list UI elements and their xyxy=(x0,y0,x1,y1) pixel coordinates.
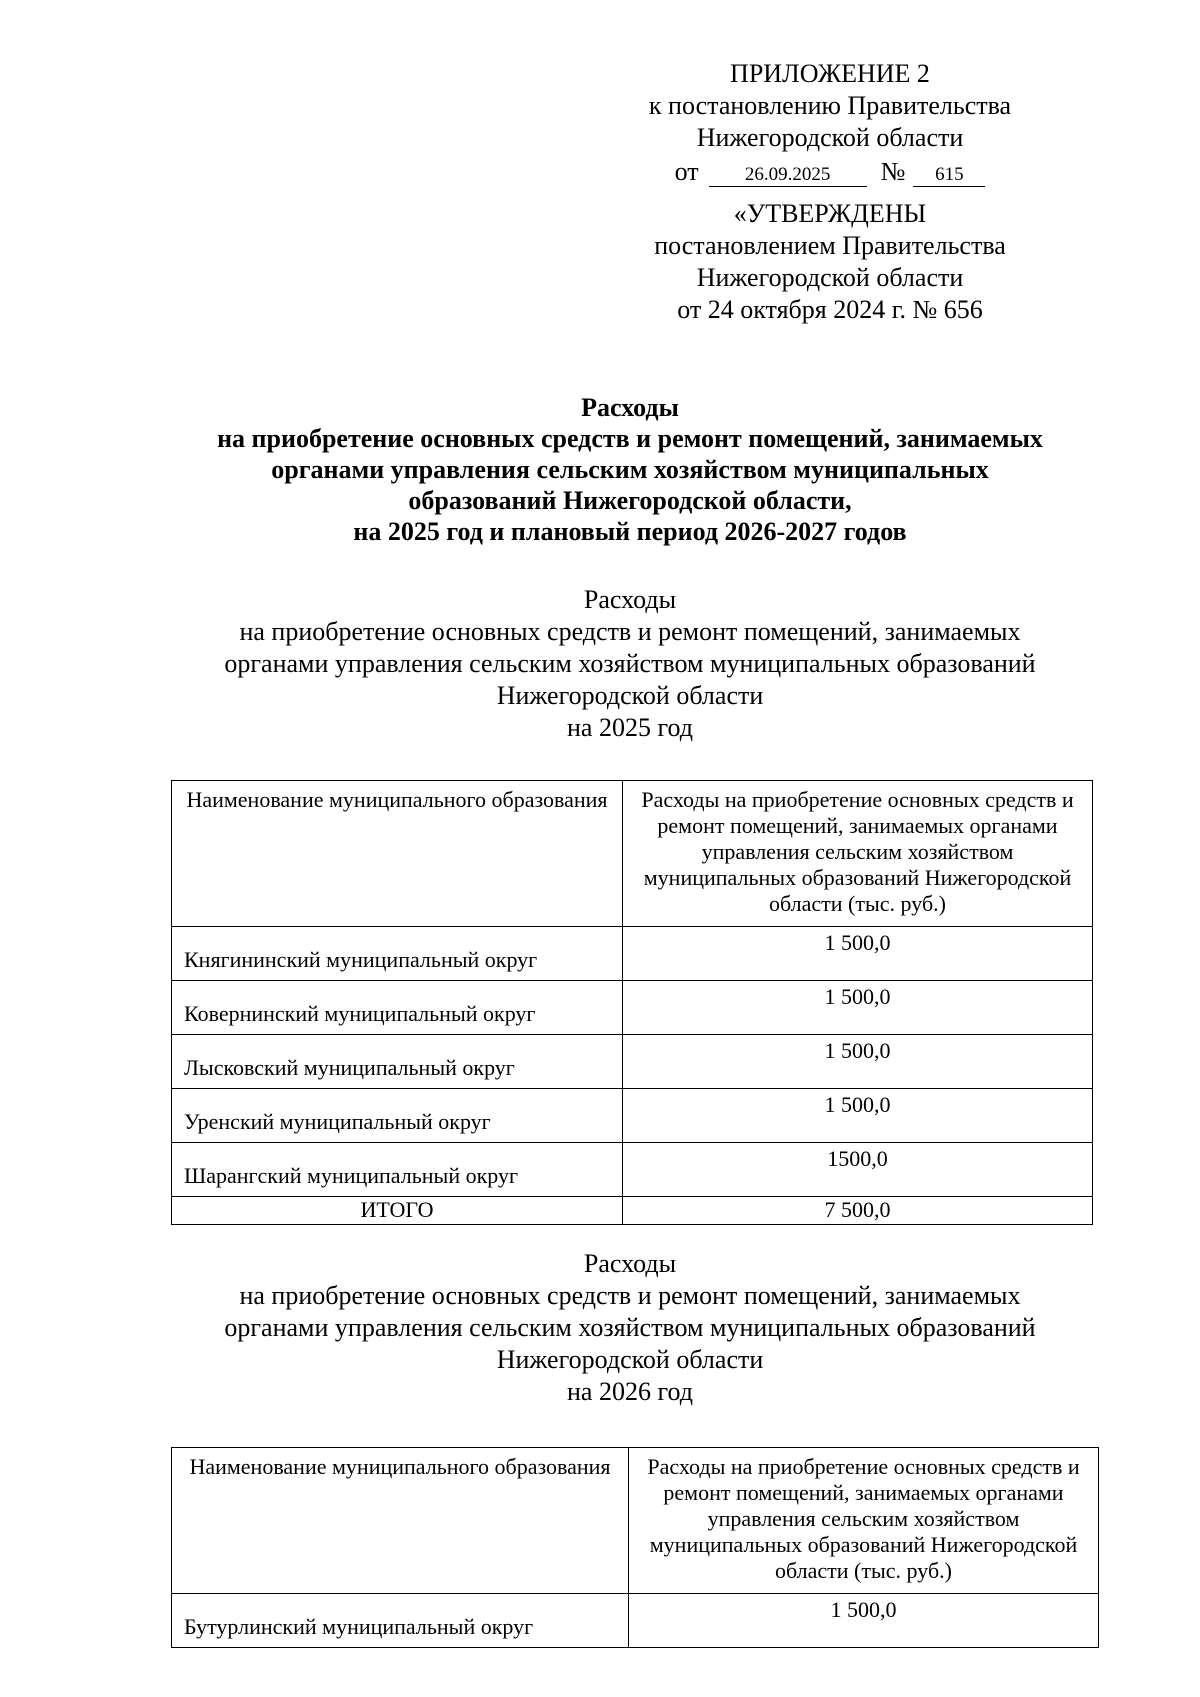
section-title-line: на приобретение основных средств и ремонт помещений, занимаемых xyxy=(239,1281,1021,1310)
municipality-name: Ковернинский муниципальный округ xyxy=(172,981,623,1035)
main-title-line: органами управления сельским хозяйством муниципальных xyxy=(271,455,989,484)
section-2026-title xyxy=(100,1248,1160,1408)
table-row xyxy=(172,927,1093,981)
expense-value: 1 500,0 xyxy=(623,927,1093,981)
appendix-date-line xyxy=(675,156,986,188)
municipality-name: Лысковский муниципальный округ xyxy=(172,1035,623,1089)
approved-block xyxy=(625,198,1035,326)
municipality-name: Шарангский муниципальный округ xyxy=(172,1143,623,1197)
main-title xyxy=(100,392,1160,547)
expense-value: 1 500,0 xyxy=(623,1089,1093,1143)
main-title-line: на 2025 год и плановый период 2026-2027 годов xyxy=(353,517,907,546)
approved-line-2: Нижегородской области xyxy=(696,263,964,292)
section-title-line: органами управления сельским хозяйством муниципальных образований xyxy=(224,649,1036,678)
appendix-line-1: к постановлению Правительства xyxy=(648,91,1012,120)
total-label: ИТОГО xyxy=(172,1197,623,1225)
section-2025-title xyxy=(100,584,1160,744)
resolution-date: 26.09.2025 xyxy=(709,164,867,187)
table-row xyxy=(172,981,1093,1035)
section-title-line: Нижегородской области xyxy=(496,681,764,710)
approved-title: «УТВЕРЖДЕНЫ xyxy=(733,199,927,228)
expense-value: 1 500,0 xyxy=(629,1594,1099,1648)
section-title-line: Расходы xyxy=(583,1249,677,1278)
table-row xyxy=(172,1035,1093,1089)
appendix-line-2: Нижегородской области xyxy=(696,123,964,152)
total-value: 7 500,0 xyxy=(623,1197,1093,1225)
section-title-line: Нижегородской области xyxy=(496,1345,764,1374)
expenses-table-2025 xyxy=(171,780,1093,1225)
appendix-title: ПРИЛОЖЕНИЕ 2 xyxy=(730,59,930,88)
header-expenses-cell: Расходы на приобретение основных средств и ремонт помещений, занимаемых органами управления сельским хозяйством муниципальных образований Нижегородской области (тыс. руб.) xyxy=(629,1448,1099,1594)
municipality-name: Уренский муниципальный округ xyxy=(172,1089,623,1143)
table-row xyxy=(172,1089,1093,1143)
table-total-row xyxy=(172,1197,1093,1225)
expense-value: 1 500,0 xyxy=(623,981,1093,1035)
header-name-cell: Наименование муниципального образования xyxy=(172,1448,629,1594)
expense-value: 1 500,0 xyxy=(623,1035,1093,1089)
number-sign: № xyxy=(880,157,906,186)
municipality-name: Бутурлинский муниципальный округ xyxy=(172,1594,629,1648)
main-title-line: Расходы xyxy=(581,393,679,422)
header-expenses-cell: Расходы на приобретение основных средств и ремонт помещений, занимаемых органами управления сельским хозяйством муниципальных образований Нижегородской области (тыс. руб.) xyxy=(623,781,1093,927)
expenses-table-2026 xyxy=(171,1447,1099,1648)
from-label: от xyxy=(674,157,699,186)
main-title-line: образований Нижегородской области, xyxy=(408,486,852,515)
section-title-line: на приобретение основных средств и ремонт помещений, занимаемых xyxy=(239,617,1021,646)
approved-line-3: от 24 октября 2024 г. № 656 xyxy=(677,295,983,324)
section-title-line: на 2026 год xyxy=(567,1377,693,1406)
section-title-line: органами управления сельским хозяйством муниципальных образований xyxy=(224,1313,1036,1342)
table-row xyxy=(172,1143,1093,1197)
approved-line-1: постановлением Правительства xyxy=(654,231,1006,260)
expense-value: 1500,0 xyxy=(623,1143,1093,1197)
table-row xyxy=(172,1594,1099,1648)
header-name-cell: Наименование муниципального образования xyxy=(172,781,623,927)
section-title-line: Расходы xyxy=(583,585,677,614)
appendix-block xyxy=(625,58,1035,326)
section-title-line: на 2025 год xyxy=(567,713,693,742)
resolution-number: 615 xyxy=(913,164,985,187)
main-title-line: на приобретение основных средств и ремонт помещений, занимаемых xyxy=(217,424,1043,453)
table-header-row xyxy=(172,781,1093,927)
table-header-row xyxy=(172,1448,1099,1594)
municipality-name: Княгининский муниципальный округ xyxy=(172,927,623,981)
